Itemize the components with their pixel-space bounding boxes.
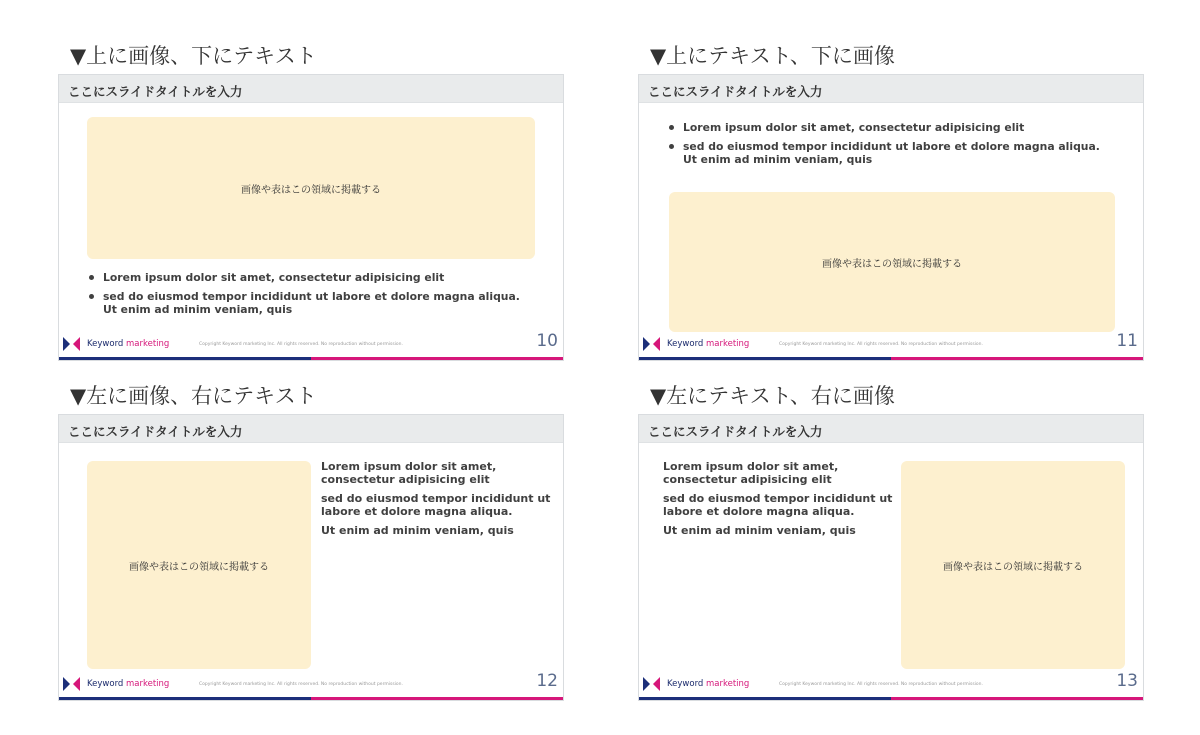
slide-preview[interactable] [638, 74, 1144, 361]
keyword-logo-icon [63, 336, 81, 352]
page-number: 13 [1116, 671, 1138, 691]
keyword-logo-icon [63, 676, 81, 692]
text-block [663, 461, 892, 545]
bullet-list [85, 271, 520, 322]
bullet-list [665, 121, 1100, 172]
footer-accent-line [59, 697, 563, 700]
keyword-logo-icon [643, 676, 661, 692]
text-paragraph: Lorem ipsum dolor sit amet, consectetur adipisicing elit [663, 460, 839, 486]
image-placeholder [87, 461, 311, 669]
slide-title: ここにスライドタイトルを入力 [648, 84, 823, 99]
brand-logo-text: Keyword marketing [87, 679, 170, 689]
image-placeholder-caption: 画像や表はこの領域に掲載する [241, 184, 381, 196]
bullet-item: sed do eiusmod tempor incididunt ut labore et dolore magna aliqua. Ut enim ad minim veniam, quis [85, 290, 520, 316]
panel-heading: ▼上に画像、下にテキスト [70, 44, 317, 68]
text-paragraph: sed do eiusmod tempor incididunt ut labore et dolore magna aliqua. [663, 492, 893, 518]
bullet-item: Lorem ipsum dolor sit amet, consectetur adipisicing elit [665, 121, 1100, 134]
slide-preview[interactable] [58, 414, 564, 701]
slide-title: ここにスライドタイトルを入力 [648, 424, 823, 439]
copyright-text: Copyright Keyword marketing Inc. All rights reserved. No reproduction without permission. [779, 682, 983, 687]
slide-title: ここにスライドタイトルを入力 [68, 84, 243, 99]
image-placeholder-caption: 画像や表はこの領域に掲載する [943, 561, 1083, 573]
bullet-dot-icon [89, 275, 94, 280]
slide-title: ここにスライドタイトルを入力 [68, 424, 243, 439]
slide-footer [59, 670, 563, 700]
bullet-dot-icon [669, 125, 674, 130]
brand-logo-text: Keyword marketing [87, 339, 170, 349]
text-paragraph: sed do eiusmod tempor incididunt ut labore et dolore magna aliqua. [321, 492, 551, 518]
slide-preview[interactable] [58, 74, 564, 361]
text-paragraph: Ut enim ad minim veniam, quis [663, 524, 856, 537]
footer-accent-line [639, 357, 1143, 360]
layout-panel-image-right [638, 380, 1144, 701]
bullet-dot-icon [89, 294, 94, 299]
slide-title-bar [59, 415, 563, 443]
slide-title-bar [639, 75, 1143, 103]
text-block [321, 461, 550, 545]
image-placeholder [87, 117, 535, 259]
slide-footer [639, 670, 1143, 700]
page-number: 10 [536, 331, 558, 351]
copyright-text: Copyright Keyword marketing Inc. All rights reserved. No reproduction without permission. [779, 342, 983, 347]
footer-accent-line [59, 357, 563, 360]
slide-preview[interactable] [638, 414, 1144, 701]
layout-panel-image-top [58, 40, 564, 361]
panel-heading: ▼左にテキスト、右に画像 [650, 384, 895, 408]
text-paragraph: Ut enim ad minim veniam, quis [321, 524, 514, 537]
image-placeholder-caption: 画像や表はこの領域に掲載する [822, 258, 962, 270]
panel-heading: ▼左に画像、右にテキスト [70, 384, 317, 408]
image-placeholder-caption: 画像や表はこの領域に掲載する [129, 561, 269, 573]
bullet-item: Lorem ipsum dolor sit amet, consectetur adipisicing elit [85, 271, 520, 284]
slide-title-bar [59, 75, 563, 103]
page-number: 12 [536, 671, 558, 691]
image-placeholder [901, 461, 1125, 669]
brand-logo [63, 676, 169, 692]
brand-logo [643, 676, 749, 692]
layout-panel-image-left [58, 380, 564, 701]
brand-logo [643, 336, 749, 352]
slide-footer [639, 330, 1143, 360]
slide-footer [59, 330, 563, 360]
copyright-text: Copyright Keyword marketing Inc. All rights reserved. No reproduction without permission. [199, 342, 403, 347]
footer-accent-line [639, 697, 1143, 700]
layout-panel-image-bottom [638, 40, 1144, 361]
brand-logo-text: Keyword marketing [667, 339, 750, 349]
brand-logo [63, 336, 169, 352]
slide-title-bar [639, 415, 1143, 443]
bullet-item: sed do eiusmod tempor incididunt ut labore et dolore magna aliqua. Ut enim ad minim veniam, quis [665, 140, 1100, 166]
image-placeholder [669, 192, 1115, 332]
copyright-text: Copyright Keyword marketing Inc. All rights reserved. No reproduction without permission. [199, 682, 403, 687]
bullet-dot-icon [669, 144, 674, 149]
keyword-logo-icon [643, 336, 661, 352]
panel-heading: ▼上にテキスト、下に画像 [650, 44, 895, 68]
text-paragraph: Lorem ipsum dolor sit amet, consectetur adipisicing elit [321, 460, 497, 486]
page-number: 11 [1116, 331, 1138, 351]
brand-logo-text: Keyword marketing [667, 679, 750, 689]
